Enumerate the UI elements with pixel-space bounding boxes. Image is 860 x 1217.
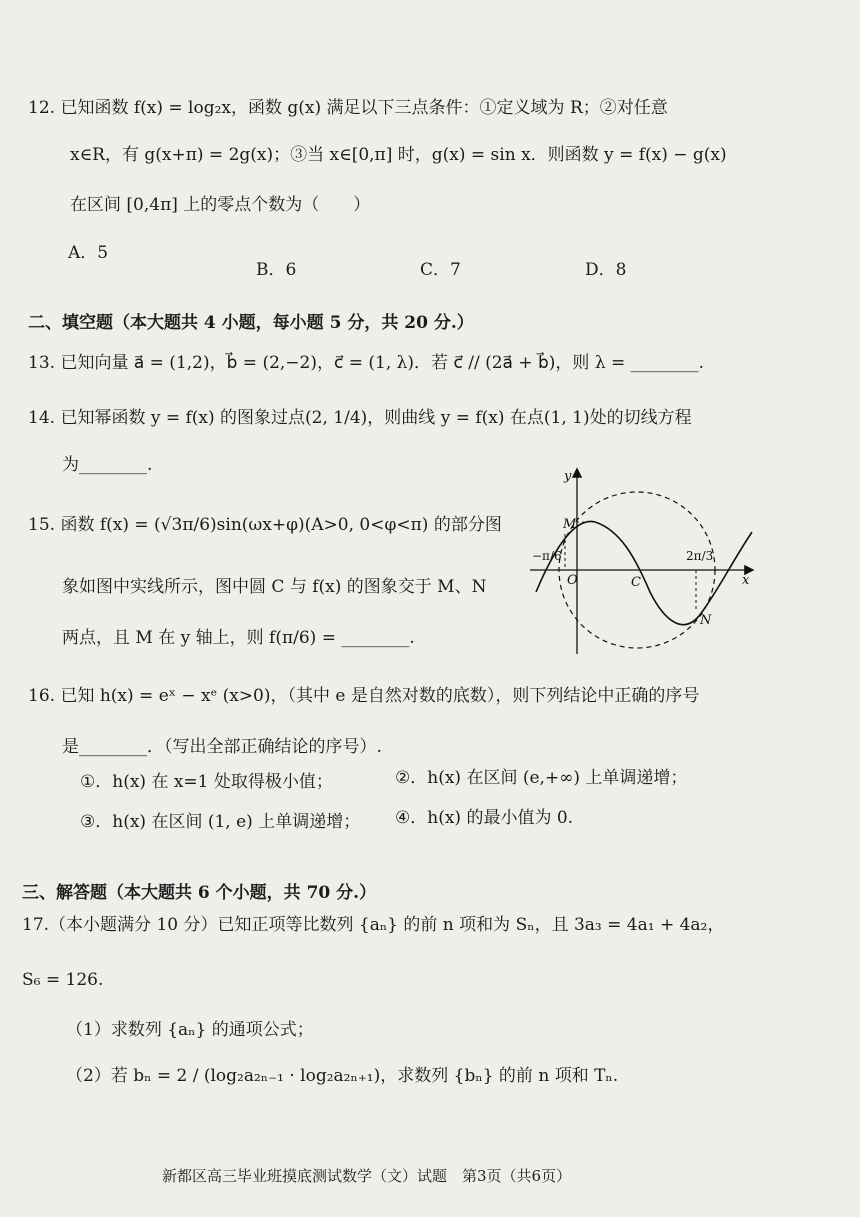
q12-line2: x∈R，有 g(x+π) = 2g(x)；③当 x∈[0,π] 时，g(x) = sin x．则函数 y = f(x) − g(x) (70, 145, 727, 165)
q12-option-c: C．7 (420, 260, 461, 280)
q16-option-4: ④．h(x) 的最小值为 0. (395, 808, 574, 828)
origin-label: O (567, 573, 578, 588)
section-3-heading: 三、解答题（本大题共 6 个小题，共 70 分.） (22, 883, 377, 903)
q13-line: 13. 已知向量 a⃗ = (1,2)，b⃗ = (2,−2)，c⃗ = (1, λ)．若 c⃗ // (2a⃗ + b⃗)，则 λ = ________. (28, 353, 705, 373)
q16-line1: 16. 已知 h(x) = eˣ − xᵉ (x>0)，（其中 e 是自然对数的底数），则下列结论中正确的序号 (28, 686, 700, 706)
y-axis-label: y (564, 469, 572, 484)
point-c-label: C (631, 575, 641, 590)
q15-line3: 两点，且 M 在 y 轴上，则 f(π/6) = ________. (62, 628, 415, 648)
x-axis-label: x (742, 573, 750, 588)
page-footer: 新都区高三毕业班摸底测试数学（文）试题 第3页（共6页） (162, 1167, 572, 1185)
tick-left-label: −π/6 (532, 549, 562, 563)
q17-part1: （1）求数列 {aₙ} 的通项公式； (66, 1020, 314, 1040)
q15-line2: 象如图中实线所示，图中圆 C 与 f(x) 的图象交于 M、N (62, 577, 487, 597)
q15-figure (520, 462, 770, 657)
q15-line1: 15. 函数 f(x) = (√3π/6)sin(ωx+φ)(A>0, 0<φ<π) 的部分图 (28, 515, 502, 535)
q16-option-2: ②．h(x) 在区间 (e,+∞) 上单调递增； (395, 768, 688, 788)
section-2-heading: 二、填空题（本大题共 4 小题，每小题 5 分，共 20 分.） (28, 313, 474, 333)
point-m-label: M (563, 517, 577, 532)
q17-line2: S₆ = 126. (22, 970, 104, 990)
q14-line1: 14. 已知幂函数 y = f(x) 的图象过点(2, 1/4)，则曲线 y = f(x) 在点(1, 1)处的切线方程 (28, 408, 692, 428)
q16-line2: 是________．（写出全部正确结论的序号）. (62, 737, 382, 757)
point-n-label: N (700, 613, 712, 628)
q14-line2: 为________. (62, 455, 153, 475)
q12-option-b: B．6 (256, 260, 297, 280)
q16-option-3: ③．h(x) 在区间 (1, e) 上单调递增； (80, 812, 361, 832)
q12-option-d: D．8 (585, 260, 627, 280)
q16-option-1: ①．h(x) 在 x=1 处取得极小值； (80, 772, 333, 792)
q12-line3: 在区间 [0,4π] 上的零点个数为（ ） (70, 195, 371, 215)
q17-line1: 17.（本小题满分 10 分）已知正项等比数列 {aₙ} 的前 n 项和为 Sₙ，且 3a₃ = 4a₁ + 4a₂， (22, 915, 725, 935)
tick-right-label: 2π/3 (686, 549, 714, 563)
q17-part2: （2）若 bₙ = 2 / (log₂a₂ₙ₋₁ · log₂a₂ₙ₊₁)，求数列 {bₙ} 的前 n 项和 Tₙ. (66, 1066, 619, 1086)
q12-line1: 12. 已知函数 f(x) = log₂x，函数 g(x) 满足以下三点条件：①定义域为 R；②对任意 (28, 98, 668, 118)
q12-option-a: A．5 (68, 243, 109, 263)
